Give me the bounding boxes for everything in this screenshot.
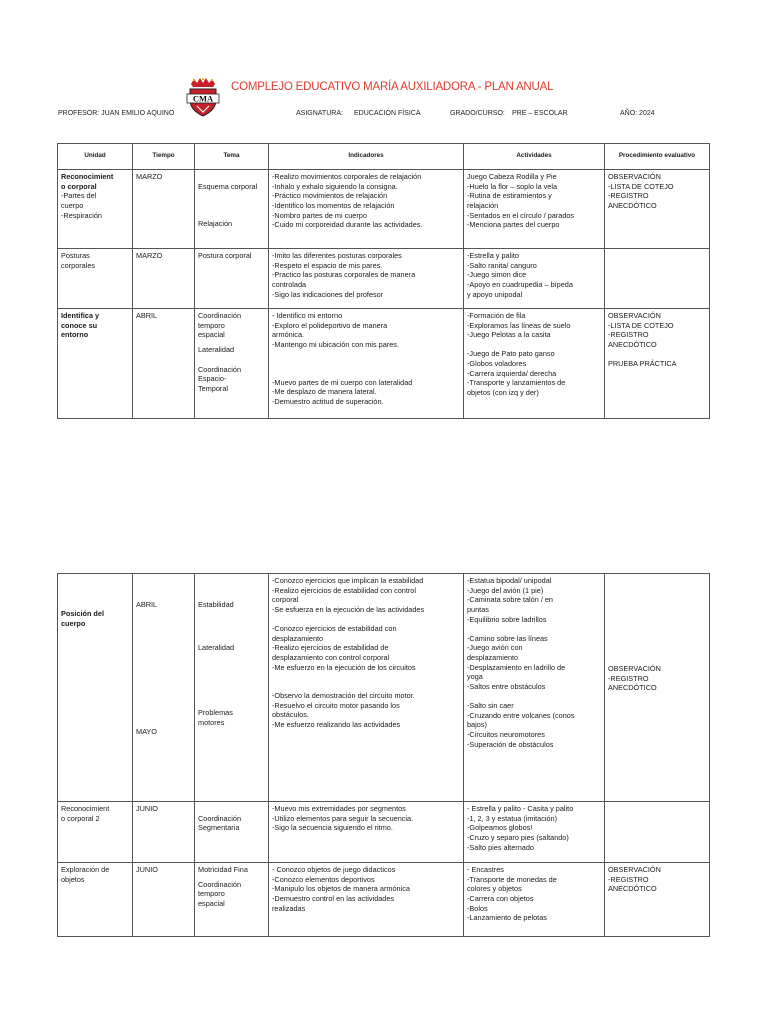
tiempo-cell: JUNIO xyxy=(133,802,195,863)
document-title: COMPLEJO EDUCATIVO MARÍA AUXILIADORA - PLAN ANUAL xyxy=(231,81,554,93)
tema-cell: Esquema corporal Relajación xyxy=(195,170,269,249)
indicadores-cell: - Identifico mi entorno -Exploro el polideportivo de manera armónica. -Mantengo mi ubicación con mis pares. -Muevo partes de mi cuerpo con lateralidad -Me desplazo de manera lateral. -Demuestro actitud de superación. xyxy=(269,309,464,419)
table-row xyxy=(58,249,710,309)
tema-cell: Coordinación Segmentaria xyxy=(195,802,269,863)
table-row xyxy=(58,863,710,937)
actividades-cell: Juego Cabeza Rodilla y Pie -Huelo la flor – soplo la vela -Rutina de estiramientos y relajación -Sentados en el círculo / parados -Menciona partes del cuerpo xyxy=(464,170,605,249)
unidad-cell: Identifica y conoce su entorno xyxy=(58,309,133,419)
tema-cell: Coordinación temporo espacial Lateralidad Coordinación Espacio- Temporal xyxy=(195,309,269,419)
actividades-cell: -Estrella y palito -Salto ranita/ canguro -Juego simon dice -Apoyo en cuadrupedia – bípeda y apoyo unipodal xyxy=(464,249,605,309)
unidad-cell: Reconocimient o corporal 2 xyxy=(58,802,133,863)
school-logo xyxy=(185,78,221,118)
unidad-cell: Posturas corporales xyxy=(58,249,133,309)
col-header-actividades: Actividades xyxy=(464,144,605,170)
indicadores-cell: - Conozco objetos de juego didacticos -Conozco elementos deportivos -Manipulo los objetos de manera armónica -Demuestro control en las actividades realizadas xyxy=(269,863,464,937)
procedimiento-cell xyxy=(605,802,710,863)
table-row xyxy=(58,170,710,249)
indicadores-cell: -Muevo mis extremidades por segmentos -Utilizo elementos para seguir la secuencia. -Sigo la secuencia siguiendo el ritmo. xyxy=(269,802,464,863)
unidad-cell: Reconocimient o corporal -Partes del cuerpo -Respiración xyxy=(58,170,133,249)
asignatura-value: EDUCACIÓN FÍSICA xyxy=(354,110,421,117)
grado-label: GRADO/CURSO: xyxy=(450,110,505,117)
tiempo-cell: ABRIL MAYO xyxy=(133,574,195,802)
col-header-indicadores: Indicadores xyxy=(269,144,464,170)
anio-label: AÑO: 2024 xyxy=(620,110,655,117)
tema-cell: Postura corporal xyxy=(195,249,269,309)
plan-table-1 xyxy=(57,143,710,419)
actividades-cell: -Formación de fila -Exploramos las líneas de suelo -Juego Pelotas a la casita -Juego de Pato pato ganso -Globos voladores -Carrera izquierda/ derecha -Transporte y lanzamientos de objetos (con izq y der) xyxy=(464,309,605,419)
table-row xyxy=(58,802,710,863)
tema-cell: Estabilidad Lateralidad Problemas motores xyxy=(195,574,269,802)
procedimiento-cell xyxy=(605,249,710,309)
procedimiento-cell: OBSERVACIÓN -LISTA DE COTEJO -REGISTRO ANECDÓTICO PRUEBA PRÁCTICA xyxy=(605,309,710,419)
indicadores-cell: -Conozco ejercicios que implican la estabilidad -Realizo ejercicios de estabilidad con control corporal -Se esfuerza en la ejecución de las actividades -Conozco ejercicios de estabilidad con desplazamiento -Realizo ejercicios de estabilidad de desplazamiento con control corporal -Me esfuerzo en la ejecución de los circuitos -Observo la demostración del circuito motor. -Resuelvo el circuito motor pasando los obstáculos. -Me esfuerzo realizando las actividades xyxy=(269,574,464,802)
table-header-row xyxy=(58,144,710,170)
col-header-procedimiento: Procedimiento evaluativo xyxy=(605,144,710,170)
unidad-cell: Exploración de objetos xyxy=(58,863,133,937)
grado-value: PRE – ESCOLAR xyxy=(512,110,568,117)
actividades-cell: -Estatua bipodal/ unipodal -Juego del avión (1 pie) -Caminata sobre talón / en puntas -Equilibrio sobre ladrillos -Camino sobre las líneas -Juego avión con desplazamiento -Desplazamiento en ladrillo de yoga -Saltos entre obstáculos -Salto sin caer -Cruzando entre volcanes (conos bajos) -Circuitos neuromotores -Superación de obstáculos xyxy=(464,574,605,802)
col-header-tiempo: Tiempo xyxy=(133,144,195,170)
tiempo-cell: MARZO xyxy=(133,249,195,309)
asignatura-label: ASIGNATURA: xyxy=(296,110,343,117)
actividades-cell: - Encastres -Transporte de monedas de colores y objetos -Carrera con objetos -Bolos -Lanzamiento de pelotas xyxy=(464,863,605,937)
indicadores-cell: -Realizo movimientos corporales de relajación -Inhalo y exhalo siguiendo la consigna. -Práctico movimientos de relajación -Identifico los momentos de relajación -Nombro partes de mi cuerpo -Cuido mi corporeidad durante las actividades. xyxy=(269,170,464,249)
unidad-cell: Posición del cuerpo xyxy=(58,574,133,802)
plan-table-2 xyxy=(57,573,710,937)
tema-cell: Motricidad Fina Coordinación temporo espacial xyxy=(195,863,269,937)
col-header-unidad: Unidad xyxy=(58,144,133,170)
indicadores-cell: -Imito las diferentes posturas corporales -Respeto el espacio de mis pares. -Practico las posturas corporales de manera controlada -Sigo las indicaciones del profesor xyxy=(269,249,464,309)
table-row xyxy=(58,309,710,419)
procedimiento-cell: OBSERVACIÓN -LISTA DE COTEJO -REGISTRO ANECDÓTICO xyxy=(605,170,710,249)
procedimiento-cell: OBSERVACIÓN -REGISTRO ANECDÓTICO xyxy=(605,863,710,937)
profesor-label: PROFESOR: JUAN EMILIO AQUINO xyxy=(58,110,175,117)
procedimiento-cell: OBSERVACIÓN -REGISTRO ANECDÓTICO xyxy=(605,574,710,802)
tiempo-cell: JUNIO xyxy=(133,863,195,937)
tiempo-cell: MARZO xyxy=(133,170,195,249)
col-header-tema: Tema xyxy=(195,144,269,170)
tiempo-cell: ABRIL xyxy=(133,309,195,419)
table-row xyxy=(58,574,710,802)
svg-text:CMA: CMA xyxy=(192,93,214,104)
actividades-cell: - Estrella y palito - Casita y palito -1, 2, 3 y estatua (imitación) -Golpeamos globos! -Cruzo y separo pies (saltando) -Salto pies alternado xyxy=(464,802,605,863)
